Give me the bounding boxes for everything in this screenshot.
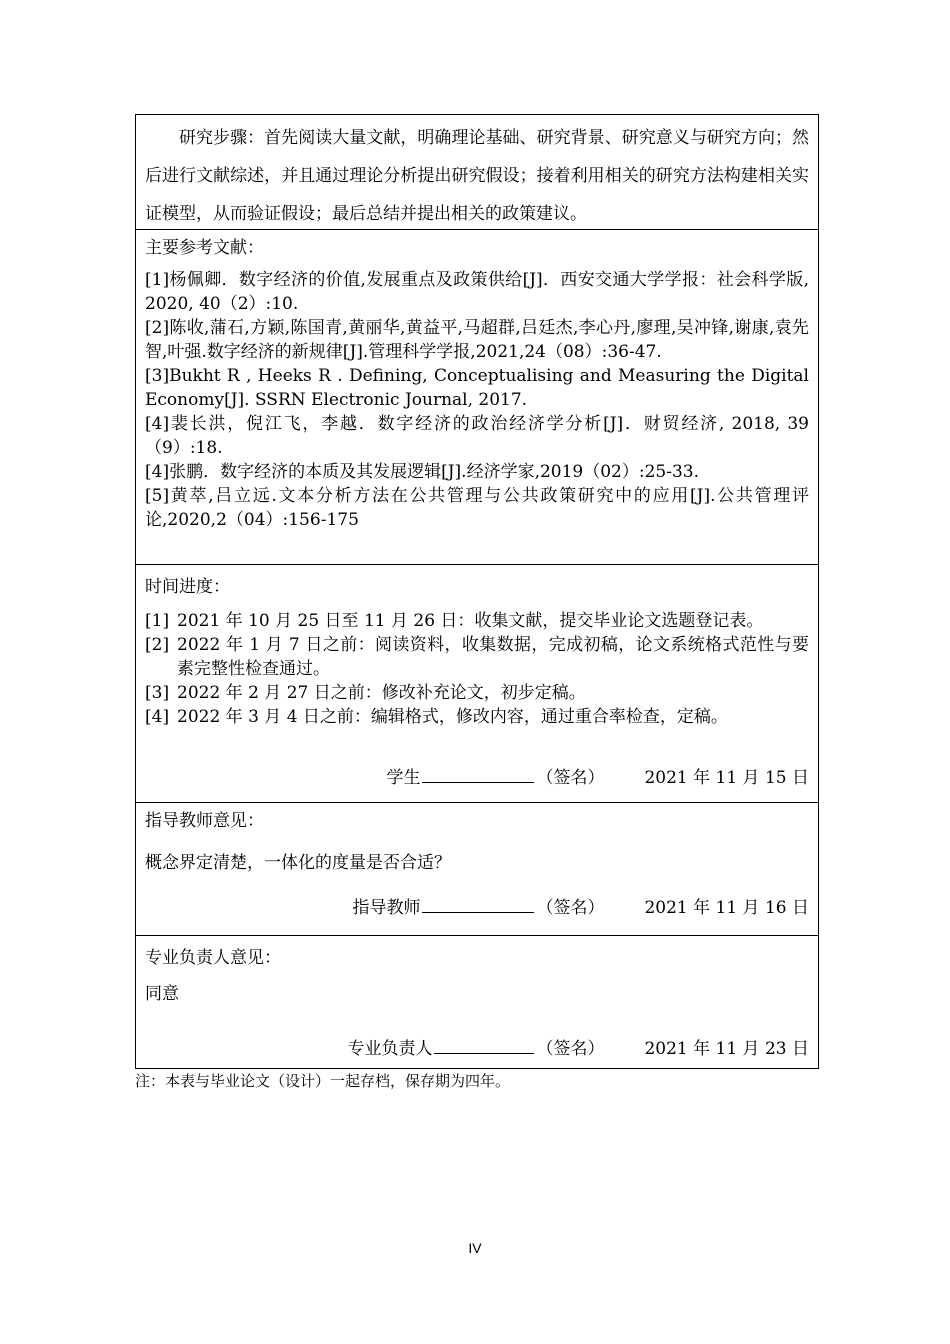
reference-item: [2]陈收,蒲石,方颖,陈国青,黄丽华,黄益平,马超群,吕廷杰,李心丹,廖理,吴冲锋,谢康,袁先智,叶强.数字经济的新规律[J].管理科学学报,2021,24（08）:36-47. — [145, 318, 809, 362]
reference-item: [5]黄萃,吕立远.文本分析方法在公共管理与公共政策研究中的应用[J].公共管理评论,2020,2（04）:156-175 — [145, 486, 809, 530]
advisor-signature-line — [352, 893, 809, 918]
schedule-section — [136, 565, 818, 803]
student-sign-date: 2021 年 11 月 15 日 — [644, 768, 809, 788]
page-number: IV — [468, 1240, 482, 1256]
schedule-item-number: [2] — [145, 635, 170, 655]
reference-item: [1]杨佩卿．数字经济的价值,发展重点及政策供给[J]．西安交通大学学报：社会科学版, 2020, 40（2）:10. — [145, 270, 809, 314]
schedule-item-number: [4] — [145, 707, 170, 727]
major-head-sign-date: 2021 年 11 月 23 日 — [644, 1039, 809, 1059]
schedule-item-text: 2022 年 2 月 27 日之前：修改补充论文，初步定稿。 — [177, 683, 586, 703]
reference-item: [3]Bukht R , Heeks R . Defining, Conceptualising and Measuring the Digital Economy[J]. SSRN Electronic Journal, 2017. — [145, 366, 809, 410]
schedule-list — [145, 609, 809, 729]
research-steps-text: 研究步骤：首先阅读大量文献，明确理论基础、研究背景、研究意义与研究方向；然后进行文献综述，并且通过理论分析提出研究假设；接着利用相关的研究方法构建相关实证模型，从而验证假设；最后总结并提出相关的政策建议。 — [145, 128, 809, 224]
proposal-form-table — [135, 114, 819, 1069]
advisor-opinion-section — [136, 803, 818, 936]
student-sign-note: （签名） — [536, 768, 605, 788]
schedule-item-text: 2022 年 1 月 7 日之前：阅读资料，收集数据，完成初稿，论文系统格式范性与要素完整性检查通过。 — [177, 635, 809, 679]
student-signer-label: 学生 — [386, 768, 421, 788]
reference-item: [4]裴长洪，倪江飞，李越．数字经济的政治经济学分析[J]．财贸经济, 2018, 39（9）:18. — [145, 414, 809, 458]
schedule-item-number: [1] — [145, 611, 170, 631]
archive-footnote: 注：本表与毕业论文（设计）一起存档，保存期为四年。 — [135, 1072, 511, 1090]
advisor-comment: 概念界定清楚，一体化的度量是否合适？ — [145, 853, 451, 873]
advisor-signer-label: 指导教师 — [352, 898, 421, 918]
advisor-sign-note: （签名） — [536, 898, 605, 918]
major-head-opinion-section — [136, 936, 818, 1068]
schedule-item-number: [3] — [145, 683, 170, 703]
advisor-sign-date: 2021 年 11 月 16 日 — [644, 898, 809, 918]
major-head-sign-note: （签名） — [536, 1039, 605, 1059]
schedule-heading: 时间进度： — [145, 577, 230, 597]
references-section — [136, 230, 818, 565]
reference-item: [4]张鹏．数字经济的本质及其发展逻辑[J].经济学家,2019（02）:25-33. — [145, 462, 700, 482]
advisor-signature-blank — [422, 894, 534, 913]
student-signature-line — [386, 763, 809, 788]
major-head-comment: 同意 — [145, 984, 179, 1004]
major-head-heading: 专业负责人意见： — [145, 948, 281, 968]
reference-list — [145, 268, 809, 532]
schedule-item — [145, 609, 809, 633]
references-heading: 主要参考文献： — [145, 238, 264, 258]
schedule-item — [145, 705, 809, 729]
major-head-signature-blank — [434, 1035, 534, 1054]
schedule-item-text: 2021 年 10 月 25 日至 11 月 26 日：收集文献，提交毕业论文选题登记表。 — [177, 611, 764, 631]
schedule-item-text: 2022 年 3 月 4 日之前：编辑格式，修改内容，通过重合率检查，定稿。 — [177, 707, 728, 727]
major-head-signature-line — [347, 1034, 809, 1059]
schedule-item — [145, 633, 809, 681]
major-head-signer-label: 专业负责人 — [347, 1039, 433, 1059]
advisor-heading: 指导教师意见： — [145, 811, 264, 831]
schedule-item — [145, 681, 809, 705]
student-signature-blank — [422, 764, 534, 783]
research-steps-section — [136, 115, 818, 230]
